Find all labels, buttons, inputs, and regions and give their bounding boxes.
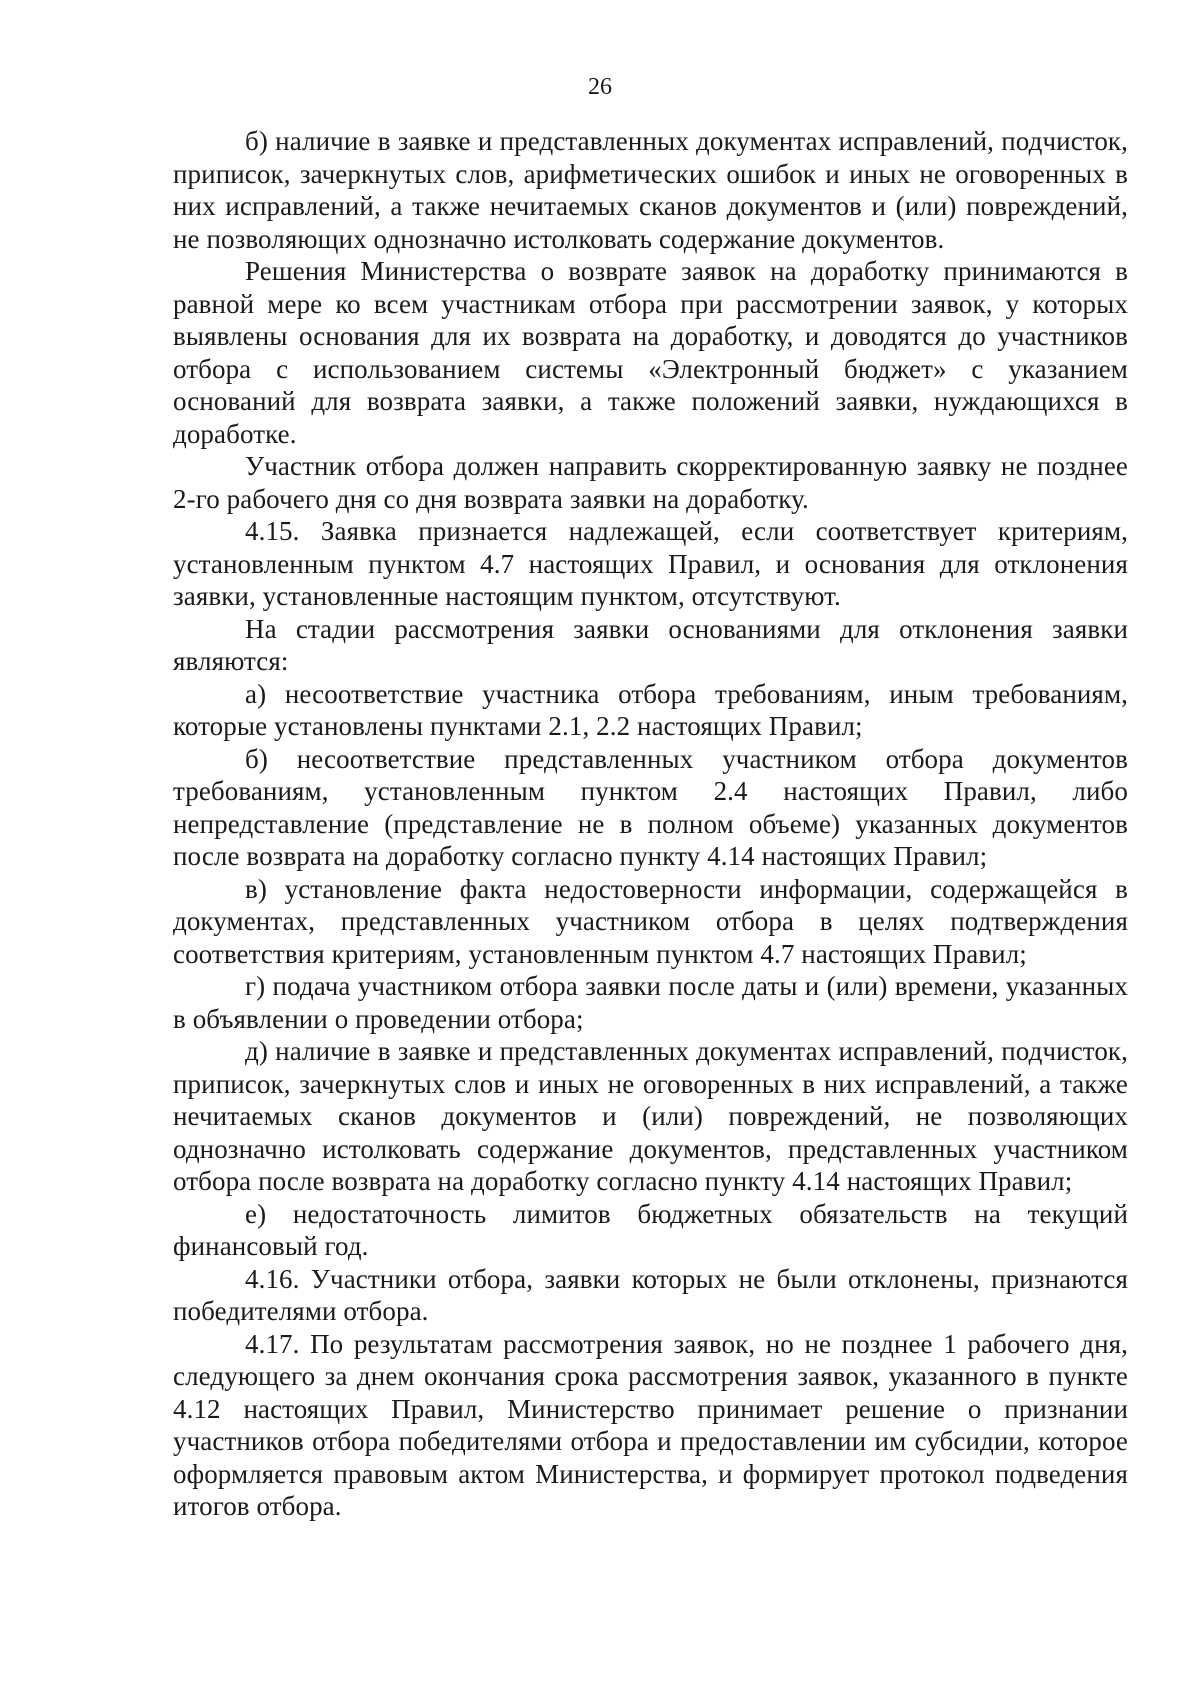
paragraph-rejection-v: в) установление факта недостоверности информации, содержащейся в документах, представленных участником отбора в целях подтверждения соответствия критериям, установленным пунктом 4.7 настоящих Правил; [173,873,1128,969]
document-body [173,125,1128,1523]
paragraph-4-16: 4.16. Участники отбора, заявки которых не были отклонены, признаются победителями отбора. [173,1263,1128,1326]
paragraph-ministry-return-decisions: Решения Министерства о возврате заявок на доработку принимаются в равной мере ко всем участникам отбора при рассмотрении заявок, у которых выявлены основания для их возврата на доработку, и доводятся до участников отбора с использованием системы «Электронный бюджет» с указанием оснований для возврата заявки, а также положений заявки, нуждающихся в доработке. [173,256,1128,449]
paragraph-4-15: 4.15. Заявка признается надлежащей, если соответствует критериям, установленным пунктом 4.7 настоящих Правил, и основания для отклонения заявки, установленные настоящим пунктом, отсутствуют. [173,516,1128,611]
paragraph-4-17: 4.17. По результатам рассмотрения заявок, но не позднее 1 рабочего дня, следующего за днем окончания срока рассмотрения заявок, указанного в пункте 4.12 настоящих Правил, Министерство принимает решение о признании участников отбора победителями отбора и предоставлении им субсидии, которое оформляется правовым актом Министерства, и формирует протокол подведения итогов отбора. [173,1328,1128,1521]
paragraph-rejection-a: а) несоответствие участника отбора требованиям, иным требованиям, которые установлены пунктами 2.1, 2.2 настоящих Правил; [173,678,1128,741]
paragraph-rejection-grounds-intro: На стадии рассмотрения заявки основаниями для отклонения заявки являются: [173,613,1128,676]
paragraph-rejection-d: д) наличие в заявке и представленных документах исправлений, подчисток, приписок, зачеркнутых слов и иных не оговоренных в них исправлений, а также нечитаемых сканов документов и (или) повреждений, не позволяющих однозначно истолковать содержание документов, представленных участником отбора после возврата на доработку согласно пункту 4.14 настоящих Правил; [173,1036,1128,1196]
page-number: 26 [588,74,612,100]
paragraph-resubmission-deadline: Участник отбора должен направить скорректированную заявку не позднее 2-го рабочего дня со дня возврата заявки на доработку. [173,451,1128,514]
paragraph-rejection-g: г) подача участником отбора заявки после даты и (или) времени, указанных в объявлении о проведении отбора; [173,971,1128,1034]
paragraph-rejection-e: е) недостаточность лимитов бюджетных обязательств на текущий финансовый год. [173,1198,1128,1261]
paragraph-b-corrections: б) наличие в заявке и представленных документах исправлений, подчисток, приписок, зачеркнутых слов, арифметических ошибок и иных не оговоренных в них исправлений, а также нечитаемых сканов документов и (или) повреждений, не позволяющих однозначно истолковать содержание документов. [173,126,1128,254]
paragraph-rejection-b: б) несоответствие представленных участником отбора документов требованиям, установленным пунктом 2.4 настоящих Правил, либо непредставление (представление не в полном объеме) указанных документов после возврата на доработку согласно пункту 4.14 настоящих Правил; [173,743,1128,871]
